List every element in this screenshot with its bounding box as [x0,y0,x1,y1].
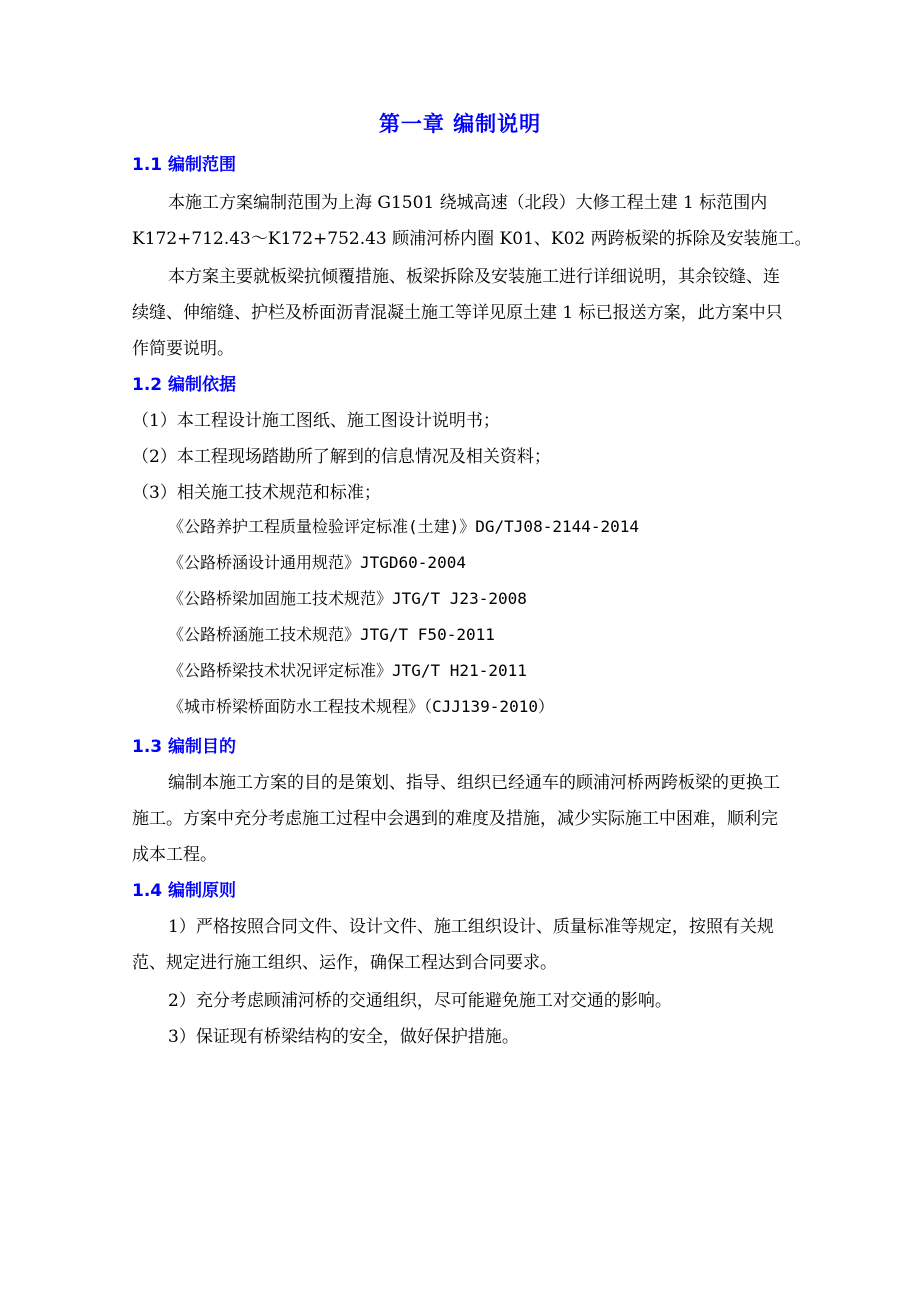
standard-reference: 《城市桥梁桥面防水工程技术规程》（CJJ139-2010） [168,697,554,716]
section-heading-1-2: 1.2 编制依据 [132,375,237,395]
basis-item-1: （1）本工程设计施工图纸、施工图设计说明书； [132,411,500,431]
standard-reference: 《公路桥梁技术状况评定标准》JTG/T H21-2011 [168,661,527,680]
principle-3: 3）保证现有桥梁结构的安全，做好保护措施。 [168,1027,519,1047]
scope-paragraph2-line-3: 作简要说明。 [132,339,234,359]
section-heading-1-3: 1.3 编制目的 [132,737,237,757]
standard-reference: 《公路桥涵设计通用规范》JTGD60-2004 [168,553,466,572]
principle-2: 2）充分考虑顾浦河桥的交通组织，尽可能避免施工对交通的影响。 [168,991,672,1011]
principle-1-line-2: 范、规定进行施工组织、运作，确保工程达到合同要求。 [132,953,557,973]
standard-reference: 《公路桥涵施工技术规范》JTG/T F50-2011 [168,625,495,644]
section-heading-1-1: 1.1 编制范围 [132,155,237,175]
purpose-line-3: 成本工程。 [132,845,217,865]
section-heading-1-4: 1.4 编制原则 [132,881,237,901]
basis-item-3: （3）相关施工技术规范和标准； [132,483,381,503]
basis-item-2: （2）本工程现场踏勘所了解到的信息情况及相关资料； [132,447,551,467]
scope-paragraph-line-2: K172+712.43～K172+752.43 顾浦河桥内圈 K01、K02 两跨板梁的拆除及安装施工。 [132,229,812,249]
scope-paragraph-line-1: 本施工方案编制范围为上海 G1501 绕城高速（北段）大修工程土建 1 标范围内 [168,193,768,213]
standard-reference: 《公路桥梁加固施工技术规范》JTG/T J23-2008 [168,589,527,608]
chapter-title: 第一章 编制说明 [378,111,542,136]
scope-paragraph2-line-2: 续缝、伸缩缝、护栏及桥面沥青混凝土施工等详见原土建 1 标已报送方案，此方案中只 [132,303,783,323]
standard-reference: 《公路养护工程质量检验评定标准(土建)》DG/TJ08-2144-2014 [168,517,640,536]
purpose-line-2: 施工。方案中充分考虑施工过程中会遇到的难度及措施，减少实际施工中困难，顺利完 [132,809,778,829]
purpose-line-1: 编制本施工方案的目的是策划、指导、组织已经通车的顾浦河桥两跨板梁的更换工 [168,773,780,793]
scope-paragraph2-line-1: 本方案主要就板梁抗倾覆措施、板梁拆除及安装施工进行详细说明，其余铰缝、连 [168,267,780,287]
principle-1-line-1: 1）严格按照合同文件、设计文件、施工组织设计、质量标准等规定，按照有关规 [168,917,774,937]
